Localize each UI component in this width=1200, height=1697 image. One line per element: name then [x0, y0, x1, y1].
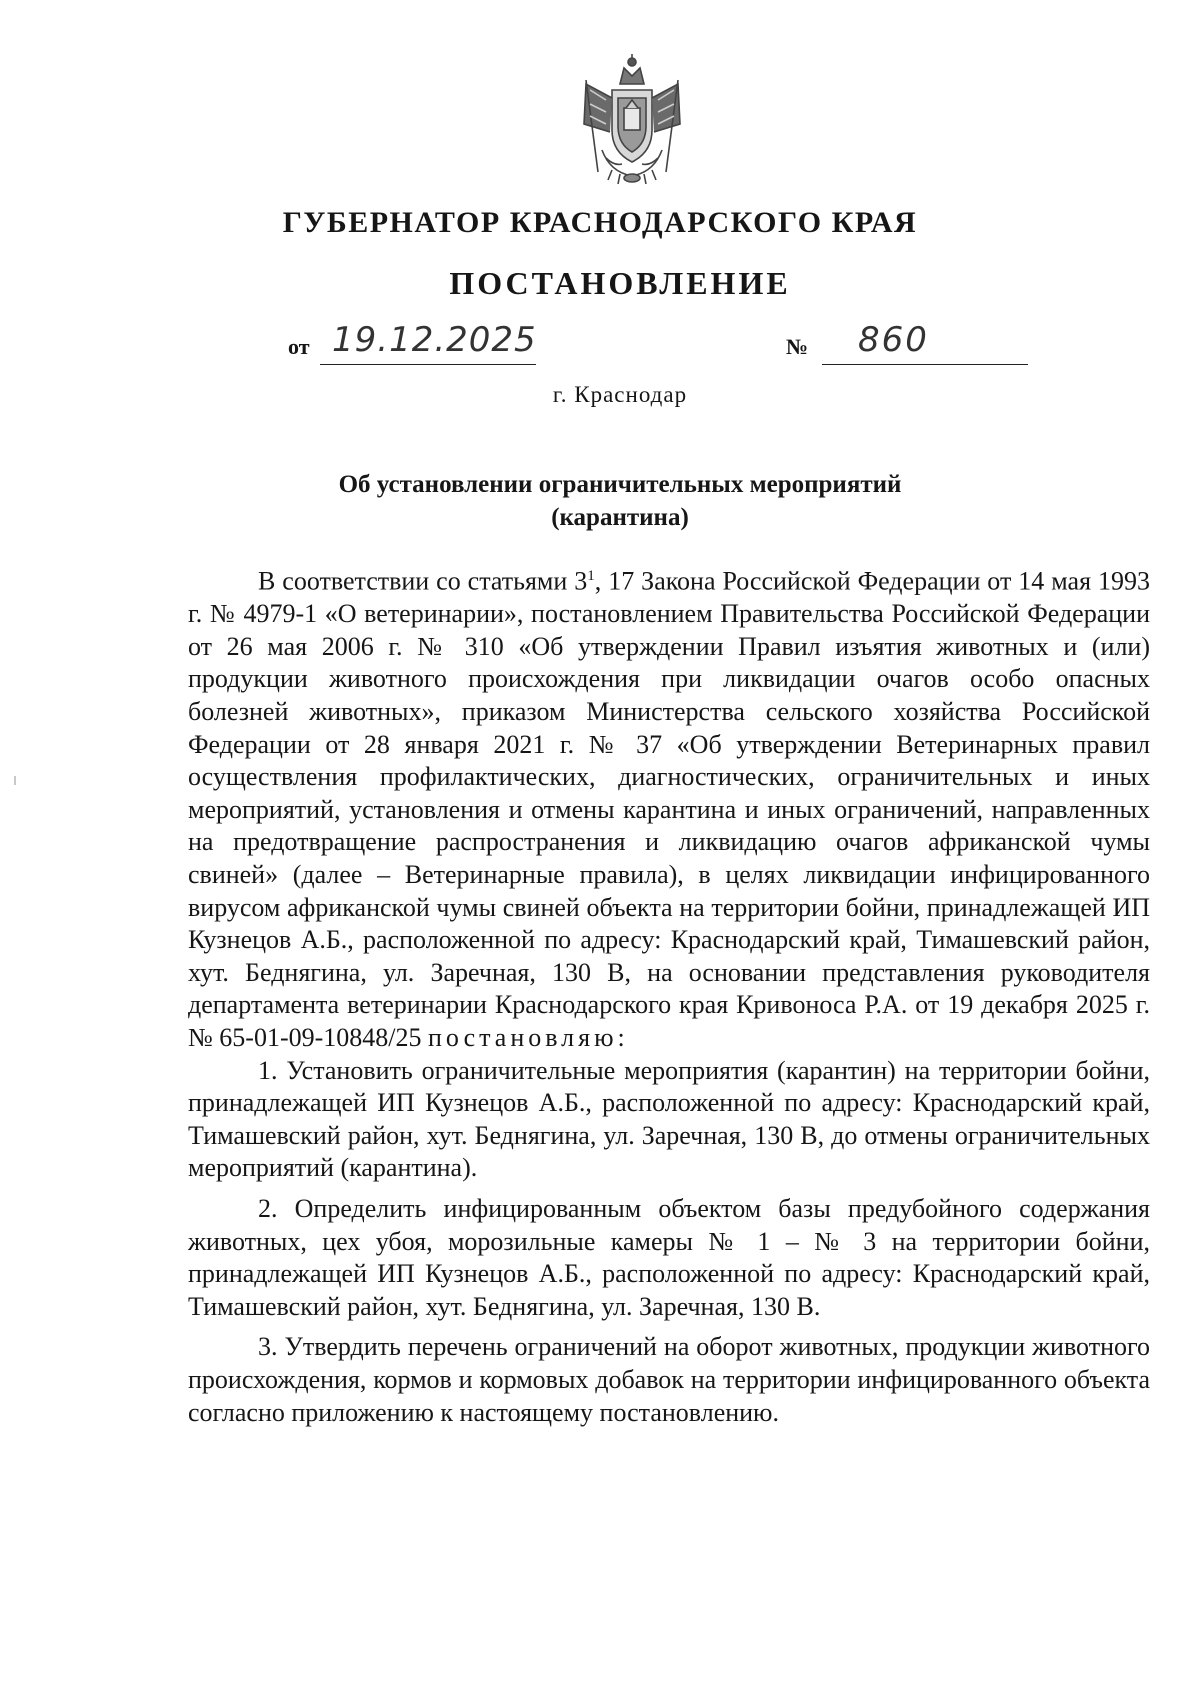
handwritten-date: 19.12.2025: [332, 320, 537, 360]
coat-of-arms-emblem: [568, 54, 696, 188]
clause-3: 3. Утвердить перечень ограничений на оборот животных, продукции животного происхождения, кормов и кормовых добавок на территории инфицированного объекта согласно приложению к настоящему постановлению.: [188, 1332, 1150, 1427]
date-label: от: [288, 334, 310, 359]
preamble-paragraph: [188, 560, 1150, 1055]
title-line-2: (карантина): [551, 504, 689, 531]
document-title: [0, 468, 1200, 534]
scan-margin-mark: [14, 776, 16, 785]
city-line: г. Краснодар: [552, 382, 688, 407]
document-type: ПОСТАНОВЛЕНИЕ: [449, 265, 791, 301]
preamble-intro: В соответствии со статьями 3: [258, 566, 588, 596]
issuing-authority: ГУБЕРНАТОР КРАСНОДАРСКОГО КРАЯ: [282, 206, 918, 239]
preamble-text: , 17 Закона Российской Федерации от 14 мая 1993 г. № 4979-1 «О ветеринарии», постановлением Правительства Российской Федерации от 26 мая 2006 г. № 310 «Об утверждении Правил изъятия животных и (или) продукции животного происхождения при ликвидации очагов особо опасных болезней животных», приказом Министерства сельского хозяйства Российской Федерации от 28 января 2021 г. № 37 «Об утверждении Ветеринарных правил осуществления профилактических, диагностических, ограничительных и иных мероприятий, установления и отмены карантина и иных ограничений, направленных на предотвращение распространения и ликвидацию очагов африканской чумы свиней» (далее – Ветеринарные правила), в целях ликвидации инфицированного вирусом африканской чумы свиней объекта на территории бойни, принадлежащей ИП Кузнецов А.Б., расположенной по адресу: Краснодарский край, Тимашевский район, хут. Беднягина, ул. Заречная, 130 В, на основании представления руководителя департамента ветеринарии Краснодарского края Кривоноса Р.А. от 19 декабря 2025 г. № 65-01-09-10848/25: [188, 566, 1150, 1052]
title-line-1: Об установлении ограничительных мероприятий: [338, 471, 902, 498]
number-label: №: [786, 334, 809, 359]
date-number-row: [288, 322, 1028, 366]
date-underline: [320, 364, 536, 365]
clause-1: 1. Установить ограничительные мероприятия (карантин) на территории бойни, принадлежащей ИП Кузнецов А.Б., расположенной по адресу: Краснодарский край, Тимашевский район, хут. Беднягина, ул. Заречная, 130 В, до отмены ограничительных мероприятий (карантина).: [188, 1055, 1150, 1183]
preamble-superscript: 1: [587, 568, 595, 584]
number-underline: [822, 364, 1028, 365]
handwritten-number: 860: [858, 320, 929, 360]
document-body: [188, 560, 1150, 1429]
resolve-word: постановляю:: [428, 1022, 629, 1052]
clause-2: 2. Определить инфицированным объектом базы предубойного содержания животных, цех убоя, морозильные камеры № 1 – № 3 на территории бойни, принадлежащей ИП Кузнецов А.Б., расположенной по адресу: Краснодарский край, Тимашевский район, хут. Беднягина, ул. Заречная, 130 В.: [188, 1193, 1150, 1321]
